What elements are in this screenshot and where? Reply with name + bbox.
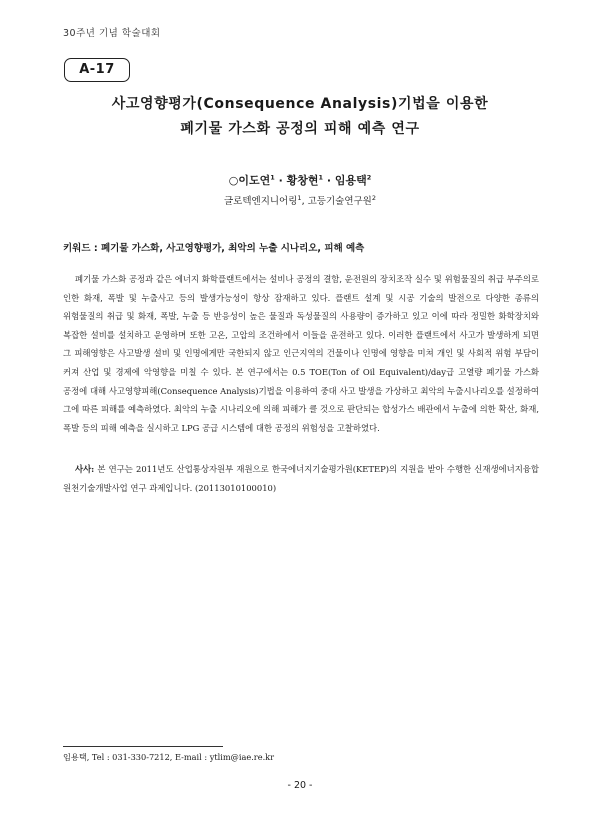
affiliation-separator: , [301,196,308,207]
paper-code-badge: A-17 [64,58,130,82]
paper-title-line-1: 사고영향평가(Consequence Analysis)기법을 이용한 [111,96,489,112]
page-number: - 20 - [287,780,313,791]
author-name: 임용택 [334,174,367,187]
acknowledgement-text: 본 연구는 2011년도 산업통상자원부 재원으로 한국에너지기술평가원(KETEP)의 지원을 받아 수행한 신재생에너지융합원천기술개발사업 연구 과제입니다. (20113010100010) [63,464,539,493]
author-mark: 1 [318,173,323,182]
acknowledgement-paragraph [63,460,539,497]
footnote-divider [63,746,223,747]
affiliation-mark: 1 [297,193,302,202]
affiliation-mark: 2 [371,193,376,202]
author-separator: · [274,174,287,187]
keywords-label: 키워드 : [63,243,98,254]
author-name: 황창현 [286,174,319,187]
acknowledgement-label: 사사: [75,464,95,474]
keywords-text: 폐기물 가스화, 사고영향평가, 최악의 누출 시나리오, 피해 예측 [100,243,365,254]
header-note: 30주년 기념 학술대회 [63,28,161,39]
author-separator: · [323,174,335,187]
keywords-line [63,240,364,254]
paper-title-line-2: 폐기물 가스화 공정의 피해 예측 연구 [180,121,420,137]
abstract-paragraph: 폐기물 가스화 공정과 같은 에너지 화학플랜트에서는 설비나 공정의 결함, 운전원의 장치조작 실수 및 위험물질의 취급 부주의로 인한 화재, 폭발 및 누출사고 등의 발생가능성이 항상 잠재하고 있다. 플랜트 설계 및 시공 기술의 발전으로 다양한 종류의 위험물질의 취급 및 화재, 폭발, 누출 등 반응성이 높은 물질과 독성물질의 사용량이 증가하고 있고 이에 따라 정밀한 화학장치와 복잡한 설비를 설치하고 운영하며 또한 고온, 고압의 조건하에서 이들을 운전하고 있다. 이러한 플랜트에서 사고가 발생하게 되면 그 피해영향은 사고발생 설비 및 인명에게만 국한되지 않고 인근지역의 건물이나 인명에 영향을 미쳐 개인 및 사회적 위험 부담이 커져 산업 및 경제에 악영향을 미칠 수 있다. 본 연구에서는 0.5 TOE(Ton of Oil Equivalent)/day급 고열량 폐기물 가스화 공정에 대해 사고영향피해(Consequence Analysis)기법을 이용하여 중대 사고 발생을 가상하고 최악의 누출시나리오를 설정하여 그에 따른 피해를 예측하였다. 최악의 누출 시나리오에 의해 피해가 클 것으로 판단되는 합성가스 배관에서 누출에 의한 확산, 화재, 폭발 등의 피해 예측을 실시하고 LPG 공급 시스템에 대한 공정의 위험성을 고찰하였다. [63,274,539,433]
affiliation-name: 글로텍엔지니어링 [224,196,298,207]
author-mark: 2 [366,173,372,182]
affiliation-name: 고등기술연구원 [307,196,372,207]
affiliation-list [40,193,560,207]
corresponding-author-footnote: 임용택, Tel : 031-330-7212, E-mail : ytlim@iae.re.kr [63,752,275,762]
author-list [40,172,560,188]
author-name: ○이도연 [228,174,271,187]
author-mark: 1 [270,173,275,182]
